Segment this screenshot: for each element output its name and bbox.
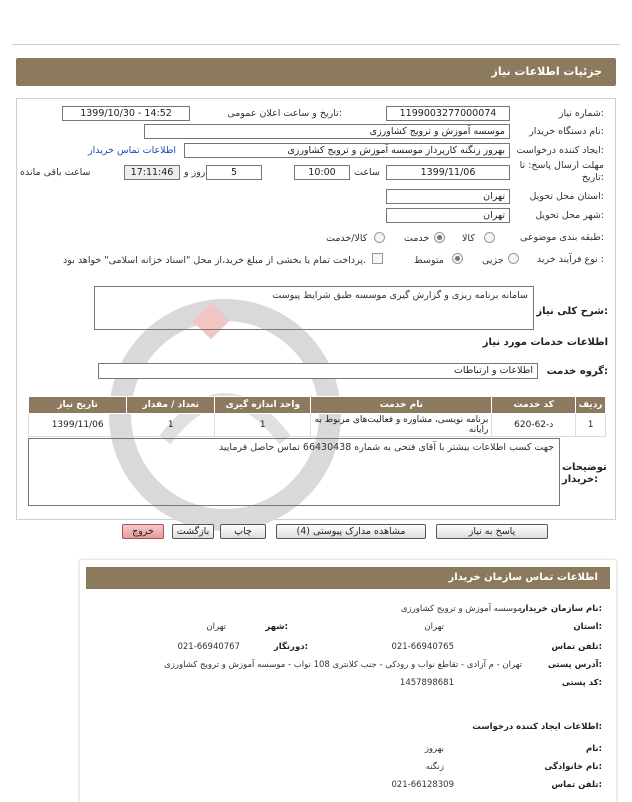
exit-button[interactable]: خروج xyxy=(122,524,164,539)
process-radio-medium[interactable] xyxy=(452,253,463,264)
contact-org-value: موسسه آموزش و ترویج کشاورزی xyxy=(400,604,522,614)
creator-first-name-label: نام: xyxy=(585,744,602,754)
summary-textarea xyxy=(94,286,534,330)
attachments-button[interactable]: مشاهده مدارک پیوستی (4) xyxy=(276,524,426,539)
contact-address-label: آدرس پستی: xyxy=(547,660,602,670)
process-label: نوع فرآیند خرید : xyxy=(536,254,604,265)
contact-postal-value: 1457898681 xyxy=(399,678,454,688)
announce-date-label: تاریخ و ساعت اعلان عمومی: xyxy=(227,108,342,119)
cell-need-date: 1399/11/06 xyxy=(29,414,127,437)
buyer-org-label: نام دستگاه خریدار: xyxy=(529,126,604,137)
contact-fax-value: 021-66940767 xyxy=(177,642,240,652)
contact-card-title: اطلاعات تماس سازمان خریدار xyxy=(86,567,610,589)
creator-phone-label: تلفن تماس: xyxy=(551,780,602,790)
remaining-label: ساعت باقی مانده xyxy=(20,167,91,178)
reply-button[interactable]: پاسخ به نیاز xyxy=(436,524,548,539)
deadline-time-label: ساعت xyxy=(354,167,380,178)
category-option-service: خدمت xyxy=(404,233,430,244)
summary-label: شرح کلی نیاز: xyxy=(536,306,608,317)
buyer-notes-text: جهت کسب اطلاعات بیشتر با آقای فتحی به شماره 66430438 تماس حاصل فرمایید xyxy=(218,442,554,453)
contact-province-label: استان: xyxy=(573,622,602,632)
province-field: تهران xyxy=(386,189,510,204)
creator-field: بهروز زنگنه کارپرداز موسسه آموزش و ترویج کشاورزی xyxy=(184,143,510,158)
col-service-code: کد خدمت xyxy=(492,397,576,414)
print-button[interactable]: چاپ xyxy=(220,524,266,539)
creator-label: ایجاد کننده درخواست: xyxy=(516,145,604,156)
contact-postal-label: کد پستی: xyxy=(561,678,602,688)
contact-province-value: تهران xyxy=(424,622,444,632)
contact-fax-label: دورنگار: xyxy=(273,642,308,652)
contact-city-label: شهر: xyxy=(265,622,288,632)
cell-service-name: برنامه نویسی، مشاوره و فعالیت‌های مربوط به رایانه xyxy=(311,414,492,437)
contact-address-value: تهران - م آزادی - تقاطع نواب و رودکی - جنب کلانتری 108 نواب - موسسه آموزش و ترویج کشاورزی xyxy=(164,660,522,670)
need-number-field: 1199003277000074 xyxy=(386,106,510,121)
creator-first-name-value: بهروز xyxy=(424,744,444,754)
contact-phone-label: تلفن تماس: xyxy=(551,642,602,652)
table-header-row xyxy=(29,397,606,414)
category-label: طبقه بندی موضوعی: xyxy=(519,232,604,243)
creator-phone-value: 021-66128309 xyxy=(391,780,454,790)
process-radio-minor[interactable] xyxy=(508,253,519,264)
need-number-label: شماره نیاز: xyxy=(558,108,604,119)
services-table xyxy=(28,396,606,437)
deadline-label: مهلت ارسال پاسخ: تا تاریخ: xyxy=(519,160,604,183)
cell-unit: 1 xyxy=(215,414,311,437)
category-radio-service[interactable] xyxy=(434,232,445,243)
category-option-goods: کالا xyxy=(462,233,475,244)
payment-note: پرداخت تمام یا بخشی از مبلغ خرید،از محل "اسناد خزانه اسلامی" خواهد بود. xyxy=(63,255,366,266)
category-option-goods-service: کالا/خدمت xyxy=(326,233,368,244)
col-quantity: تعداد / مقدار xyxy=(127,397,215,414)
contact-org-label: نام سازمان خریدار: xyxy=(520,604,602,614)
summary-text: سامانه برنامه ریزی و گزارش گیری موسسه طبق شرایط پیوست xyxy=(272,290,528,301)
cell-service-code: د-62-620 xyxy=(492,414,576,437)
col-unit: واحد اندازه گیری xyxy=(215,397,311,414)
announce-date-field: 1399/10/30 - 14:52 xyxy=(62,106,190,121)
province-label: استان محل تحویل: xyxy=(529,191,604,202)
city-label: شهر محل تحویل: xyxy=(535,210,604,221)
buyer-org-field: موسسه آموزش و ترویج کشاورزی xyxy=(144,124,510,139)
cell-quantity: 1 xyxy=(127,414,215,437)
buyer-notes-textarea xyxy=(28,438,560,506)
deadline-date-field: 1399/11/06 xyxy=(386,165,510,180)
process-option-medium: متوسط xyxy=(414,255,444,266)
contact-card xyxy=(80,560,616,802)
back-button[interactable]: بازگشت xyxy=(172,524,214,539)
contact-city-value: تهران xyxy=(206,622,226,632)
creator-last-name-label: نام خانوادگی: xyxy=(544,762,602,772)
remaining-time-field: 17:11:46 xyxy=(124,165,180,180)
creator-last-name-value: زنگنه xyxy=(425,762,444,772)
col-service-name: نام خدمت xyxy=(311,397,492,414)
category-radio-goods[interactable] xyxy=(484,232,495,243)
buyer-notes-label: توضیحات خریدار: xyxy=(562,462,607,485)
process-option-minor: جزیی xyxy=(482,255,504,266)
treasury-checkbox[interactable] xyxy=(372,253,383,264)
days-field: 5 xyxy=(206,165,262,180)
service-group-label: گروه خدمت: xyxy=(546,366,608,377)
top-divider xyxy=(12,44,620,45)
cell-row-number: 1 xyxy=(576,414,606,437)
days-label: روز و xyxy=(184,167,206,178)
service-group-field: اطلاعات و ارتباطات xyxy=(98,363,538,379)
category-radio-goods-service[interactable] xyxy=(374,232,385,243)
page-title: جزئیات اطلاعات نیاز xyxy=(16,58,616,86)
services-section-title: اطلاعات خدمات مورد نیاز xyxy=(482,337,608,348)
contact-phone-value: 021-66940765 xyxy=(391,642,454,652)
buyer-contact-link[interactable]: اطلاعات تماس خریدار xyxy=(88,145,177,156)
col-need-date: تاریخ نیاز xyxy=(29,397,127,414)
creator-section-title: اطلاعات ایجاد کننده درخواست: xyxy=(472,722,602,732)
col-row-number: ردیف xyxy=(576,397,606,414)
city-field: تهران xyxy=(386,208,510,223)
table-row xyxy=(29,414,606,437)
deadline-time-field: 10:00 xyxy=(294,165,350,180)
